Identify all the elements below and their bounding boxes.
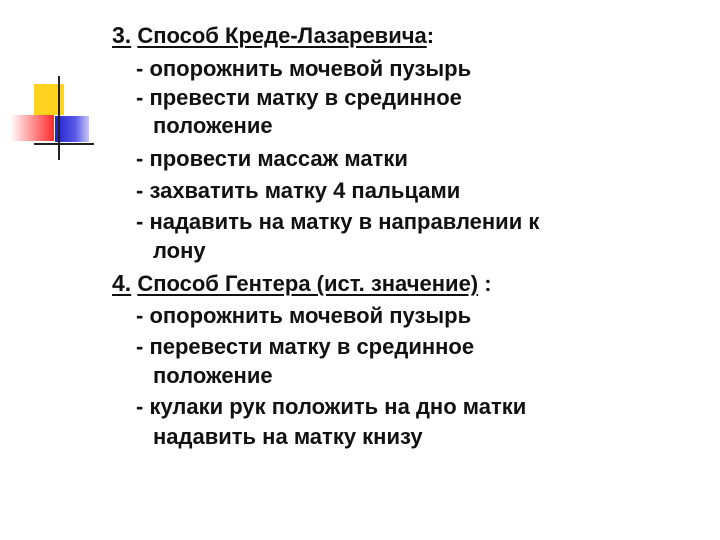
section4-number: 4. bbox=[112, 270, 132, 296]
ornament-vertical-line bbox=[58, 76, 60, 160]
section3-item: - захватить матку 4 пальцами bbox=[136, 178, 461, 203]
ornament-blue-gradient bbox=[55, 116, 89, 142]
section3-title: Способ Креде-Лазаревича bbox=[137, 23, 427, 48]
section3-heading bbox=[112, 22, 434, 49]
section4-item: - опорожнить мочевой пузырь bbox=[136, 303, 472, 328]
section4-item: надавить на матку книзу bbox=[153, 424, 423, 449]
section3-item: - провести массаж матки bbox=[136, 146, 408, 171]
section4-colon: : bbox=[478, 271, 492, 296]
ornament-red-gradient bbox=[10, 115, 54, 141]
slide-ornament bbox=[0, 0, 110, 175]
section3-item: - превести матку в срединное bbox=[136, 85, 462, 110]
section3-colon: : bbox=[426, 23, 435, 48]
section3-number: 3. bbox=[112, 22, 132, 48]
section4-item: - кулаки рук положить на дно матки bbox=[136, 394, 527, 419]
section4-item: - перевести матку в срединное bbox=[136, 334, 475, 359]
section3-item: - надавить на матку в направлении к bbox=[136, 209, 540, 234]
ornament-horizontal-line bbox=[34, 143, 94, 145]
section4-heading bbox=[112, 270, 492, 297]
section3-item: лону bbox=[153, 238, 206, 263]
section3-item: - опорожнить мочевой пузырь bbox=[136, 56, 472, 81]
section3-item: положение bbox=[153, 113, 273, 138]
section4-item: положение bbox=[153, 363, 273, 388]
section4-title: Способ Гентера (ист. значение) bbox=[137, 271, 479, 296]
